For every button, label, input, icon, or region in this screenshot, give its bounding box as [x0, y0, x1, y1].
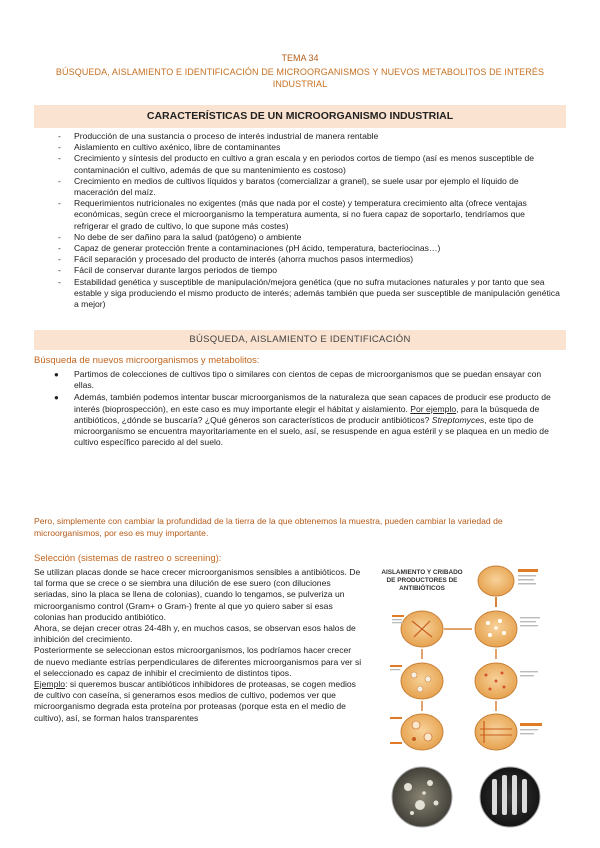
antibiotic-screening-figure [372, 557, 568, 831]
figure-title-2: DE PRODUCTORES DE [386, 577, 458, 584]
list-item: - Estabilidad genética y susceptible de manipulación/mejora genética (que no sufra mutaciones naturales y por tanto que sea estable y siga produciendo el mismo producto de interés; además también que pueda ser susceptible de manipulación genética a mejor) [58, 276, 560, 310]
section-heading-characteristics: CARACTERÍSTICAS DE UN MICROORGANISMO INDUSTRIAL [34, 105, 566, 128]
step-3-plates [390, 663, 538, 699]
list-item: - Aislamiento en cultivo axénico, libre de contaminantes [58, 142, 281, 153]
section-heading-search: BÚSQUEDA, AISLAMIENTO E IDENTIFICACIÓN [34, 330, 566, 350]
figure-title-3: ANTIBIÓTICOS [399, 585, 445, 592]
paragraph: Posteriormente se seleccionan estos microorganismos, los podríamos hacer crecer de nuevo mediante estrías perpendiculares de diferentes microorganismos para ver si el seleccionado es capaz de inhibir el crecimiento de distintos tipos. [34, 645, 362, 678]
topic-title: BÚSQUEDA, AISLAMIENTO E IDENTIFICACIÓN DE MICROORGANISMOS Y NUEVOS METABOLITOS DE INTERÉS INDUSTRIAL [55, 67, 545, 89]
figure-title-1: AISLAMIENTO Y CRIBADO [381, 569, 463, 576]
paragraph: Ejemplo: si queremos buscar antibióticos inhibidores de proteasas, se cogen medios de cultivo con caseína, si generamos esos medios de cultivo, podemos ver que microorganismo degrada esta proteína por proteasas (porque esta en el medio de cultivo), así, se forman halos transparentes [34, 679, 356, 723]
list-item: - Crecimiento en medios de cultivos líquidos y baratos (comercializar a granel), se suele usar por ejemplo el líquido de maceración del maíz. [58, 175, 519, 198]
list-item: ● Partimos de colecciones de cultivos tipo o similares con cientos de cepas de microorganismos que se puedan ensayar con ellas. [54, 369, 542, 391]
subheading-selection: Selección (sistemas de rastreo o screening): [34, 553, 222, 564]
list-item: ● Además, también podemos intentar buscar microorganismos de la naturaleza que sean capaces de producir ese producto de interés (bioprospección), en este caso es muy importante elegir el hábitat y aislamiento. Por ejemplo, para la búsqueda de antibióticos, ¿dónde se buscaría? ¿Qué géneros son característicos de producir antibióticos? Streptomyces, este tipo de microorganismo se encuentra mayoritariamente en el suelo, así, se resuspende en agua estéril y se plaquea en un medio de cultivo específico parecido al del suelo. [54, 392, 551, 448]
selection-text [34, 567, 362, 724]
search-bullet-list [40, 369, 562, 449]
list-item: - Crecimiento y síntesis del producto en cultivo a gran escala y en periodos cortos de tiempo (así es menos susceptible de contaminación el cultivo, además de que su mantenimiento es costoso) [58, 153, 535, 175]
subheading-search: Búsqueda de nuevos microorganismos y metabolitos: [34, 355, 260, 366]
list-item: - Capaz de generar protección frente a contaminaciones (pH ácido, temperatura, bacteriocinas…) [58, 243, 441, 254]
list-item: - Fácil de conservar durante largos periodos de tiempo [58, 265, 278, 276]
photo-plate-right [480, 767, 540, 827]
characteristics-list [40, 131, 562, 310]
paragraph: Ahora, se dejan crecer otras 24-48h y, en muchos casos, se observan esos halos de inhibición del crecimiento. [34, 623, 356, 645]
list-item: - Fácil separación y procesado del producto de interés (ahorra muchos pasos intermedios) [58, 254, 414, 265]
step-2-plates [392, 611, 540, 647]
example-label: Por ejemplo [410, 403, 457, 414]
list-item: - No debe de ser dañino para la salud (patógeno) o ambiente [58, 231, 302, 242]
genus-name: Streptomyces [431, 414, 485, 425]
list-item: - Requerimientos nutricionales no exigentes (más que nada por el coste) y temperatura crecimiento alta (ofrece ventajas económicas, según crece el microorganismo la temperatura aumenta, si no fuera capaz de soportarlo, tendríamos que refrigerar el grado de cultivo, lo que supone más costes) [58, 198, 527, 231]
step-4-plates [390, 714, 542, 750]
photo-plate-left [392, 767, 452, 827]
paragraph: Se utilizan placas donde se hace crecer microorganismos sensibles a antibióticos. De tal forma que se crece o se siembra una dilución de ese suero (con diluciones seriadas, sino la placa se llena de colonias), cuando lo tengamos, se pulveriza un microorganismo control (Gram+ o Gram-) frente al que yo quiero saber si esas colonias han producido antibiótico. [34, 567, 361, 622]
list-item: - Producción de una sustancia o proceso de interés industrial de manera rentable [58, 131, 379, 141]
depth-note: Pero, simplemente con cambiar la profundidad de la tierra de la que obtenemos la muestra, pueden cambiar la variedad de microorganismos, por eso es muy importante. [34, 516, 503, 538]
step-1-plate [478, 566, 538, 596]
example-label: Ejemplo [34, 679, 66, 690]
topic-number: TEMA 34 [281, 53, 319, 63]
